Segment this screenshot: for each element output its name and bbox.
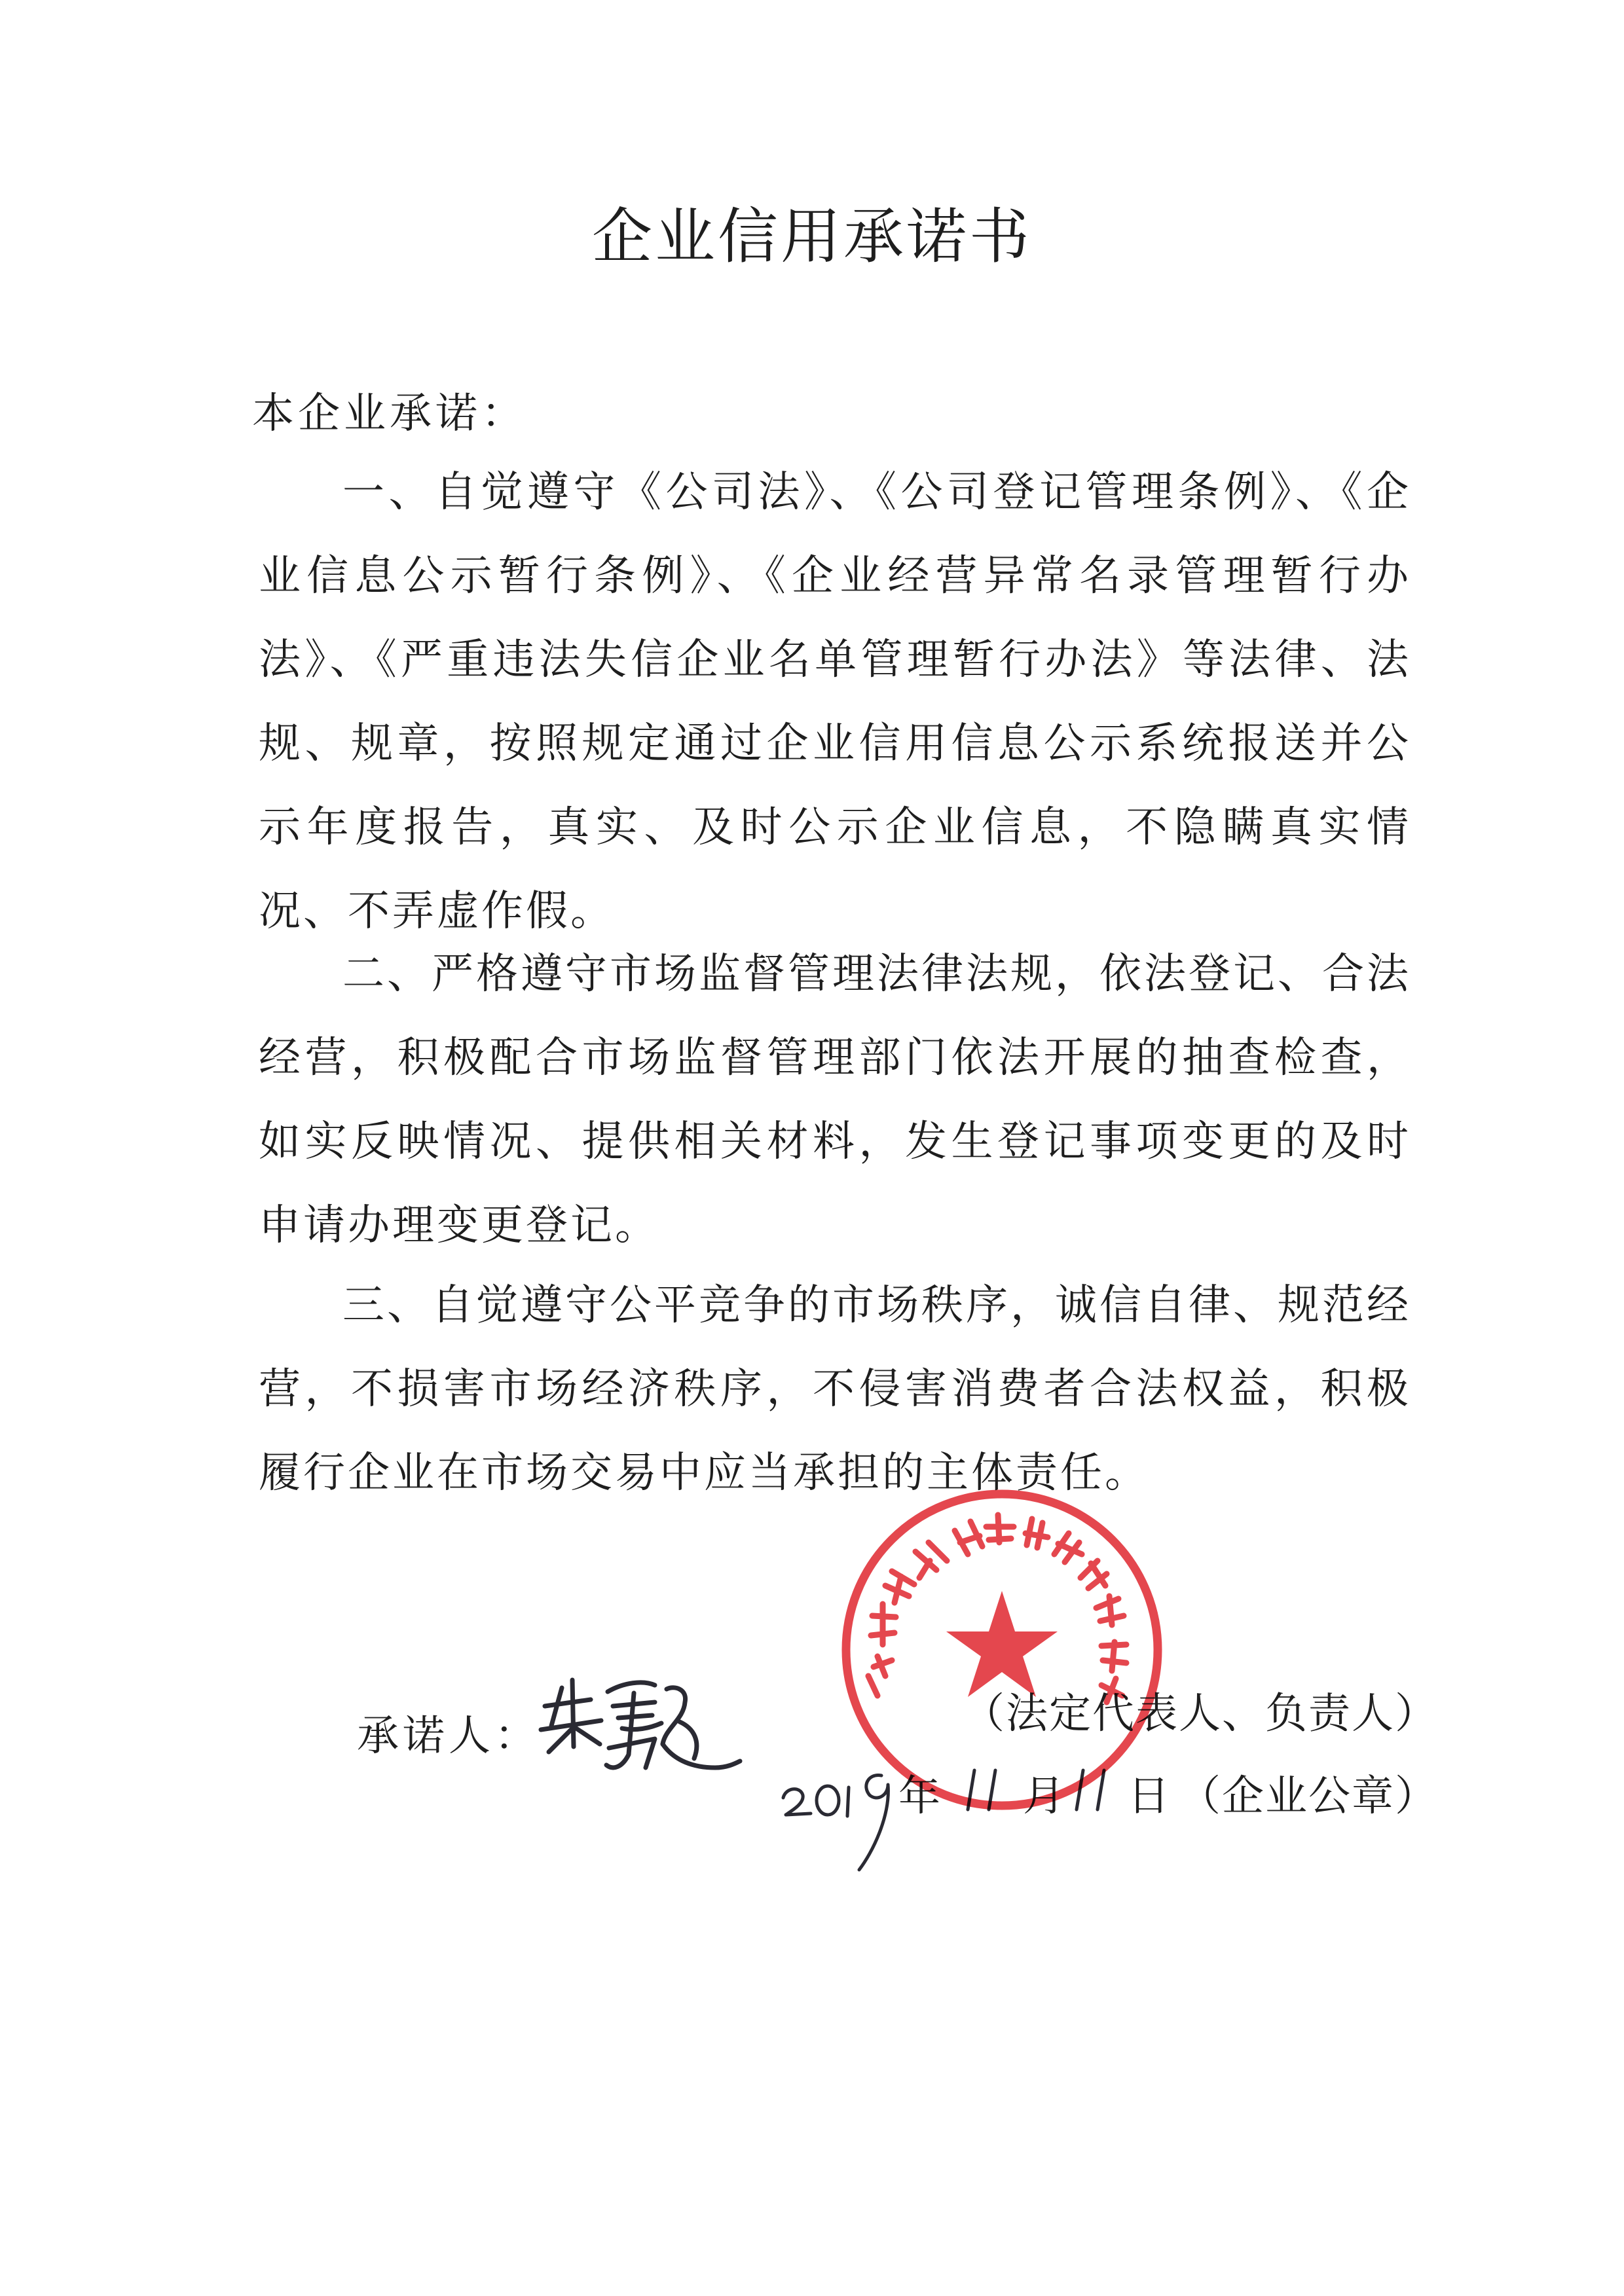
seal-note: （企业公章） xyxy=(1179,1772,1438,1821)
commitment-paragraph-2: 二、严格遵守市场监督管理法律法规，依法登记、合法经营，积极配合市场监督管理部门依法开展的抽查检查，如实反映情况、提供相关材料，发生登记事项变更的及时申请办理变更登记。 xyxy=(259,950,1411,1250)
date-month-unit: 月 xyxy=(1023,1772,1065,1821)
handwritten-signature xyxy=(541,1680,740,1768)
signatory-label: 承诺人： xyxy=(357,1712,540,1760)
commitment-paragraph-1: 一、自觉遵守《公司法》、《公司登记管理条例》、《企业信息公示暂行条例》、《企业经营异常名录管理暂行办法》、《严重违法失信企业名单管理暂行办法》等法律、法规、规章，按照规定通过企业信用信息公示系统报送并公示年度报告，真实、及时公示企业信息，不隐瞒真实情况、不弄虚作假。 xyxy=(259,468,1411,936)
seal-star-icon xyxy=(946,1591,1058,1697)
date-day-unit: 日 xyxy=(1128,1772,1170,1821)
document-title: 企业信用承诺书 xyxy=(591,202,1032,272)
intro-line: 本企业承诺： xyxy=(252,390,527,438)
company-seal xyxy=(832,1480,1172,1820)
role-note: （法定代表人、负责人） xyxy=(963,1690,1438,1738)
date-year-unit: 年 xyxy=(898,1772,940,1821)
commitment-paragraph-3: 三、自觉遵守公平竞争的市场秩序，诚信自律、规范经营，不损害市场经济秩序，不侵害消费者合法权益，积极履行企业在市场交易中应当承担的主体责任。 xyxy=(259,1281,1411,1497)
